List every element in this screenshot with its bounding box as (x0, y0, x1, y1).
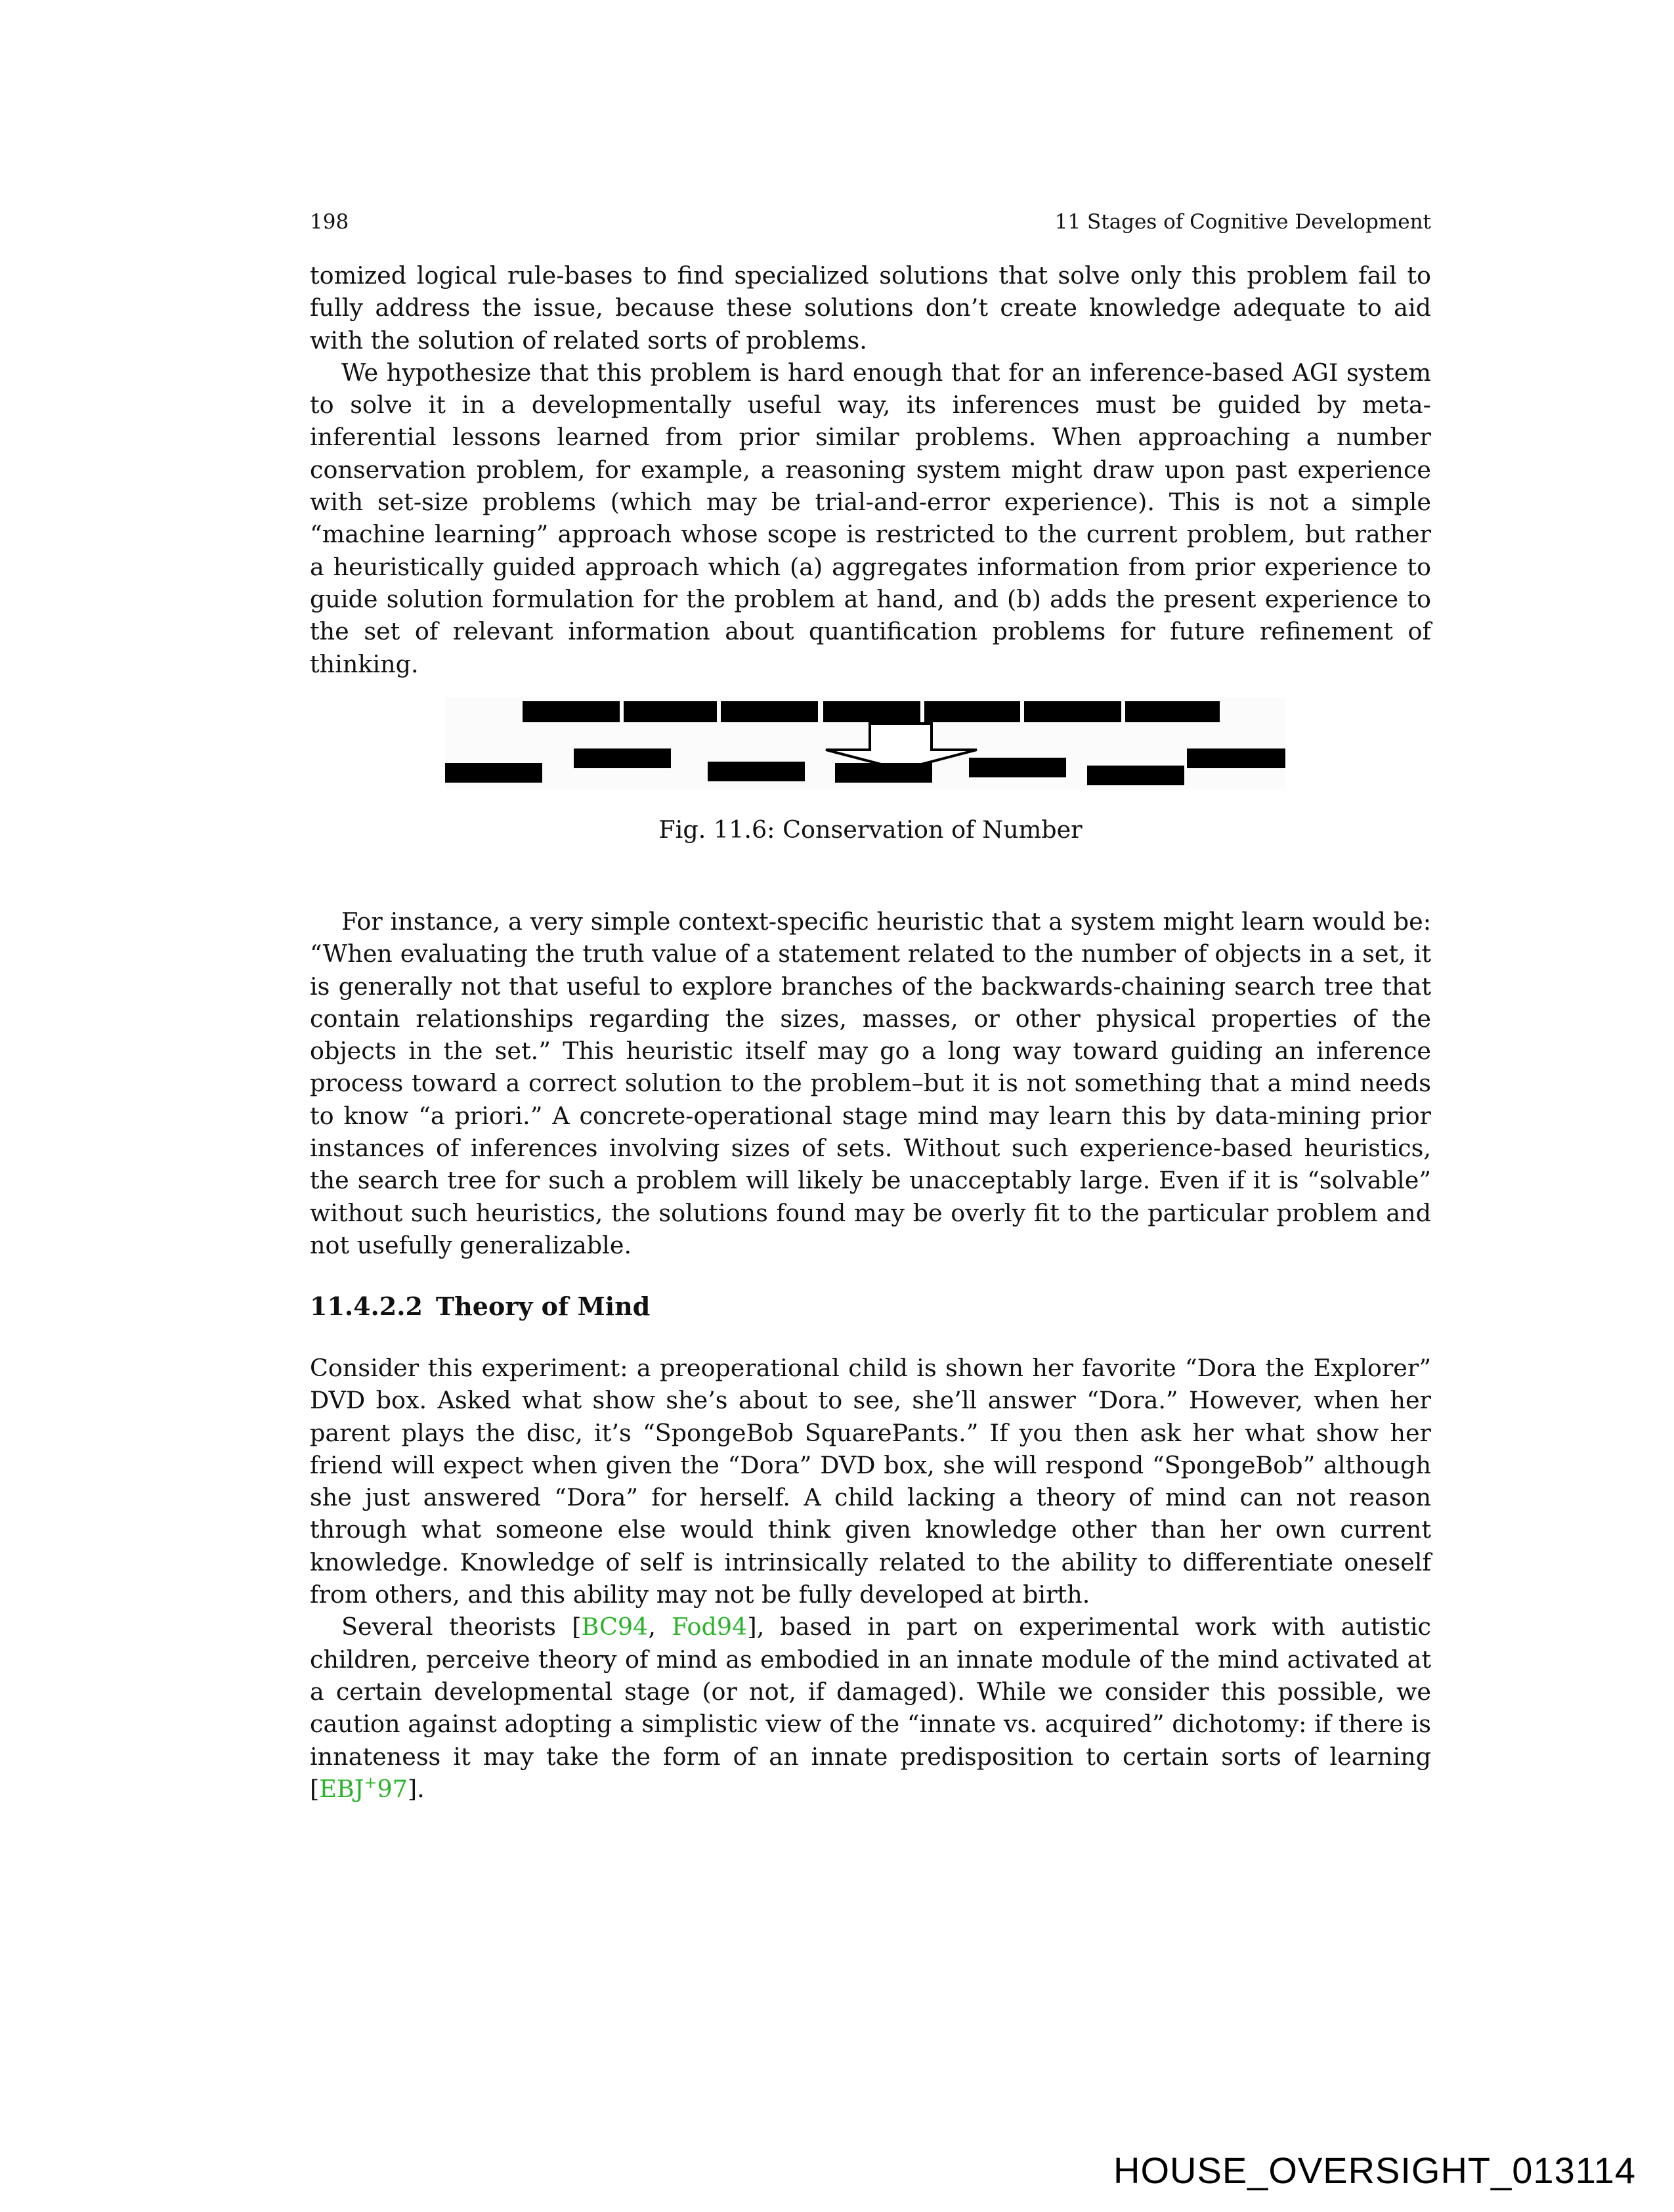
bottom-block (969, 758, 1066, 777)
body-text-middle (310, 905, 1431, 1261)
page-number: 198 (310, 210, 349, 234)
citation-link[interactable]: Fod94 (672, 1613, 748, 1641)
down-arrow-icon (826, 724, 977, 770)
top-block (1024, 701, 1121, 722)
figure-caption: Fig. 11.6: Conservation of Number (658, 815, 1083, 844)
text-run: ]. (407, 1774, 425, 1803)
top-block (523, 701, 620, 722)
bottom-block (574, 748, 671, 768)
bates-stamp: HOUSE_OVERSIGHT_013114 (1113, 2150, 1636, 2191)
top-block (624, 701, 717, 722)
running-header (310, 209, 1431, 235)
chapter-title: 11 Stages of Cognitive Development (1054, 210, 1431, 234)
paragraph-dora-experiment: Consider this experiment: a preoperational child is shown her favorite “Dora the Explorer” DVD box. Asked what show she’s about to see, she’ll answer “Dora.” However, when her parent plays the disc, it’s “SpongeBob SquarePants.” If you then ask her what show her friend will expect when given the “Dora” DVD box, she will respond “SpongeBob” although she just answered “Dora” for herself. A child lacking a theory of mind can not reason through what someone else would think given knowledge other than her own current knowledge. Knowledge of self is intrinsically related to the ability to differentiate oneself from others, and this ability may not be fully developed at birth. (310, 1354, 1431, 1609)
top-block (823, 701, 920, 722)
paragraph-hypothesis: We hypothesize that this problem is hard enough that for an inference-based AGI system to solve it in a developmentally useful way, its inferences must be guided by meta-inferential lessons learned from prior similar problems. When approaching a number conservation problem, for example, a reasoning system might draw upon past experience with set-size problems (which may be trial-and-error experience). This is not a simple “machine learning” approach whose scope is restricted to the current problem, but rather a heuristically guided approach which (a) aggregates information from prior experience to guide solution formulation for the problem at hand, and (b) adds the present experience to the set of relevant information about quantification problems for future refinement of thinking. (310, 358, 1431, 678)
citation-base: EBJ (319, 1774, 364, 1803)
paragraph-heuristic-example: For instance, a very simple context-specific heuristic that a system might learn would be: “When evaluating the truth value of a statement related to the number of objects in a set, it is generally not that useful to explore branches of the backwards-chaining search tree that contain relationships regarding the sizes, masses, or other physical properties of the objects in the set.” This heuristic itself may go a long way toward guiding an inference process toward a correct solution to the problem–but it is not something that a mind needs to know “a priori.” A concrete-operational stage mind may learn this by data-mining prior instances of inferences involving sizes of sets. Without such experience-based heuristics, the search tree for such a problem will likely be unacceptably large. Even if it is “solvable” without such heuristics, the solutions found may be overly fit to the particular problem and not usefully generalizable. (310, 907, 1431, 1259)
top-block (721, 701, 818, 722)
figure-conservation-of-number (445, 697, 1285, 789)
citation-year: 97 (377, 1774, 408, 1803)
bottom-block (835, 763, 932, 783)
section-title: Theory of Mind (435, 1291, 651, 1321)
top-block (1125, 701, 1220, 722)
bottom-block (1187, 748, 1285, 768)
citation-link[interactable]: BC94 (581, 1613, 649, 1641)
bottom-block (708, 762, 805, 781)
bottom-block (445, 763, 542, 783)
figure-illustration (445, 697, 1285, 789)
bottom-block (1087, 766, 1184, 785)
body-text-section (310, 1352, 1431, 1805)
text-run: ], based in part on experimental work with autistic children, perceive theory of mind as embodied in an innate module of the mind activated at a certain developmental stage (or not, if damaged). While we consider this possible, we caution against adopting a simplistic view of the “innate vs. acquired” dichotomy: if there is innateness it may take the form of an innate predisposition to certain sorts of learning [ (310, 1613, 1432, 1803)
text-run: , (648, 1613, 672, 1641)
paragraph-continued: tomized logical rule-bases to find specialized solutions that solve only this problem fail to fully address the issue, because these solutions don’t create knowledge adequate to aid with the solution of related sorts of problems. (310, 261, 1431, 355)
citation-link[interactable] (319, 1775, 408, 1803)
citation-superscript: + (364, 1773, 377, 1792)
text-run: Several theorists [ (341, 1613, 582, 1641)
section-number: 11.4.2.2 (310, 1291, 423, 1321)
paragraph-theorists (310, 1611, 1431, 1805)
section-heading (310, 1290, 1431, 1323)
top-block (924, 701, 1020, 722)
body-text-top (310, 259, 1431, 680)
